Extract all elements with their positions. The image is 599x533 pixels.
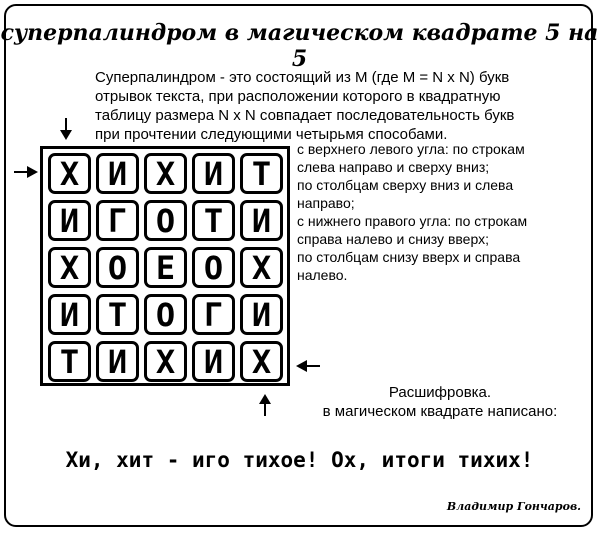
grid-cell: Х — [144, 341, 187, 382]
arrow-right-icon — [14, 166, 38, 178]
grid-cell: И — [96, 153, 139, 194]
grid-cell: И — [48, 294, 91, 335]
intro-line: Суперпалиндром - это состоящий из М (где М = N x N) букв — [95, 69, 510, 86]
grid-cell: И — [240, 200, 283, 241]
grid-cell: Х — [48, 247, 91, 288]
grid-cell: О — [192, 247, 235, 288]
grid-cell: Т — [240, 153, 283, 194]
grid-cell: О — [144, 200, 187, 241]
grid-cell: И — [192, 341, 235, 382]
decode-line: Расшифровка. — [388, 384, 492, 401]
grid-cell: И — [96, 341, 139, 382]
grid-cell: Х — [240, 247, 283, 288]
grid-cell: И — [48, 200, 91, 241]
rules-line: по столбцам сверху вниз и слева — [297, 177, 514, 193]
arrow-down-icon — [60, 118, 72, 140]
grid-cell: Х — [240, 341, 283, 382]
grid-cell: Т — [192, 200, 235, 241]
magic-square — [40, 146, 290, 386]
grid-cell: О — [96, 247, 139, 288]
rules-line: с нижнего правого угла: по строкам — [297, 213, 528, 229]
intro-line: при прочтении следующими четырьмя способами. — [95, 126, 448, 143]
rules-line: налево. — [297, 267, 348, 283]
grid-cell: Г — [192, 294, 235, 335]
intro-line: отрывок текста, при расположении которого в квадратную — [95, 88, 501, 105]
arrow-left-icon — [296, 360, 320, 372]
grid-cell: Т — [96, 294, 139, 335]
reading-rules — [297, 140, 592, 284]
grid-cell: Х — [48, 153, 91, 194]
decoded-phrase: Хи, хит - иго тихое! Ох, итоги тихих! — [65, 448, 534, 472]
rules-line: по столбцам снизу вверх и справа — [297, 249, 521, 265]
rules-line: справа налево и снизу вверх; — [297, 231, 489, 247]
grid-cell: И — [240, 294, 283, 335]
author-signature: Владимир Гончаров. — [446, 500, 581, 513]
decode-caption — [290, 383, 590, 421]
grid-cell: О — [144, 294, 187, 335]
poster-title: суперпалиндром в магическом квадрате 5 на 5 — [0, 20, 599, 72]
decode-line: в магическом квадрате написано: — [322, 403, 558, 420]
grid-cell: И — [192, 153, 235, 194]
rules-line: с верхнего левого угла: по строкам — [297, 141, 525, 157]
rules-line: направо; — [297, 195, 355, 211]
grid-cell: Е — [144, 247, 187, 288]
grid-cell: Г — [96, 200, 139, 241]
arrow-up-icon — [259, 394, 271, 416]
rules-line: слева направо и сверху вниз; — [297, 159, 490, 175]
grid-cell: Х — [144, 153, 187, 194]
intro-line: таблицу размера N x N совпадает последовательность букв — [95, 107, 515, 124]
intro-text — [95, 68, 585, 144]
grid-cell: Т — [48, 341, 91, 382]
